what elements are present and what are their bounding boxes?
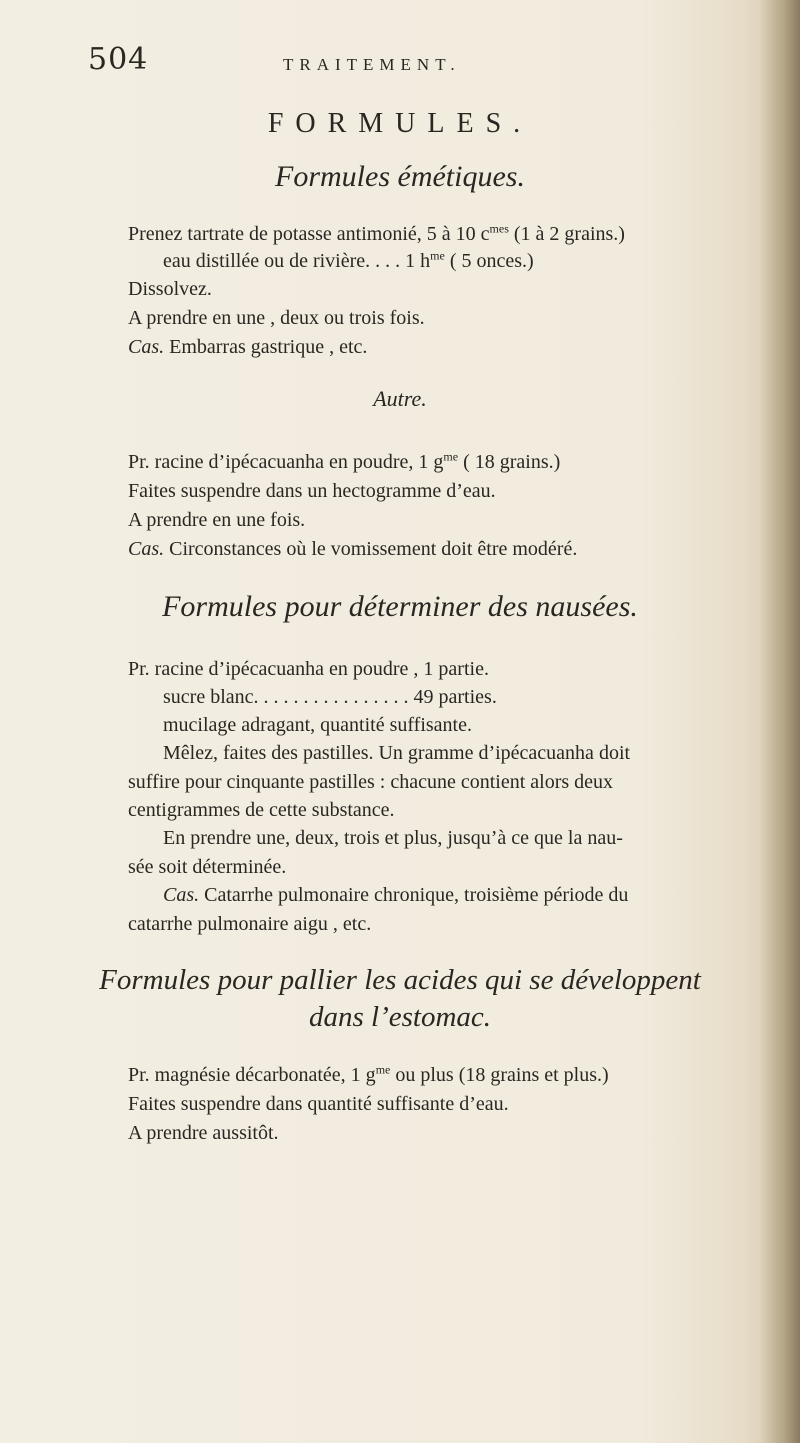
text-line: catarrhe pulmonaire aigu , etc. xyxy=(128,913,372,935)
text-line: A prendre aussitôt. xyxy=(128,1122,279,1144)
text-line: Pr. racine d’ipécacuanha en poudre, 1 $g^{me}$ ( 18 grains.) xyxy=(128,449,561,473)
text-line: Mêlez, faites des pastilles. Un gramme d’ipécacuanha doit xyxy=(163,742,631,764)
text-line: Prenez tartrate de potasse antimonié, 5 à 10 $c^{mes}$ (1 à 2 grains.) xyxy=(128,221,625,245)
text-line: Faites suspendre dans quantité suffisante d’eau. xyxy=(128,1093,509,1115)
text-line: Dissolvez. xyxy=(128,278,212,300)
page-title: FORMULES. xyxy=(267,108,533,139)
heading-nausees: Formules pour déterminer des nausées. xyxy=(162,590,638,623)
page-number: 504 xyxy=(88,42,149,77)
text-line: Pr. racine d’ipécacuanha en poudre , 1 partie. xyxy=(128,658,489,680)
text-line: mucilage adragant, quantité suffisante. xyxy=(163,714,472,736)
heading-acides: Formules pour pallier les acides qui se développent xyxy=(99,964,701,996)
text-line: centigrammes de cette substance. xyxy=(128,799,395,821)
text-line: A prendre en une , deux ou trois fois. xyxy=(128,307,425,329)
text-line: Cas. Embarras gastrique , etc. xyxy=(128,336,368,358)
text-line: Faites suspendre dans un hectogramme d’eau. xyxy=(128,480,496,502)
heading-autre: Autre. xyxy=(373,386,427,411)
text-line: sucre blanc. . . . . . . . . . . . . . . . 49 parties. xyxy=(163,686,497,708)
text-line: En prendre une, deux, trois et plus, jusqu’à ce que la nau- xyxy=(163,827,623,849)
text-line: suffire pour cinquante pastilles : chacune contient alors deux xyxy=(128,771,614,793)
text-line: A prendre en une fois. xyxy=(128,509,306,531)
running-title: TRAITEMENT. xyxy=(283,55,461,74)
heading-acides-line2: dans l’estomac. xyxy=(308,1001,492,1033)
text-line: eau distillée ou de rivière. . . . 1 $h^{me}$ ( 5 onces.) xyxy=(163,248,534,272)
heading-emetiques: Formules émétiques. xyxy=(275,160,525,193)
text-line: Cas. Circonstances où le vomissement doit être modéré. xyxy=(128,538,578,560)
text-line: Cas. Catarrhe pulmonaire chronique, troisième période du xyxy=(163,884,629,906)
text-line: sée soit déterminée. xyxy=(128,856,287,878)
page-edge-shadow xyxy=(760,0,800,1443)
text-line: Pr. magnésie décarbonatée, 1 $g^{me}$ ou plus (18 grains et plus.) xyxy=(128,1062,609,1086)
